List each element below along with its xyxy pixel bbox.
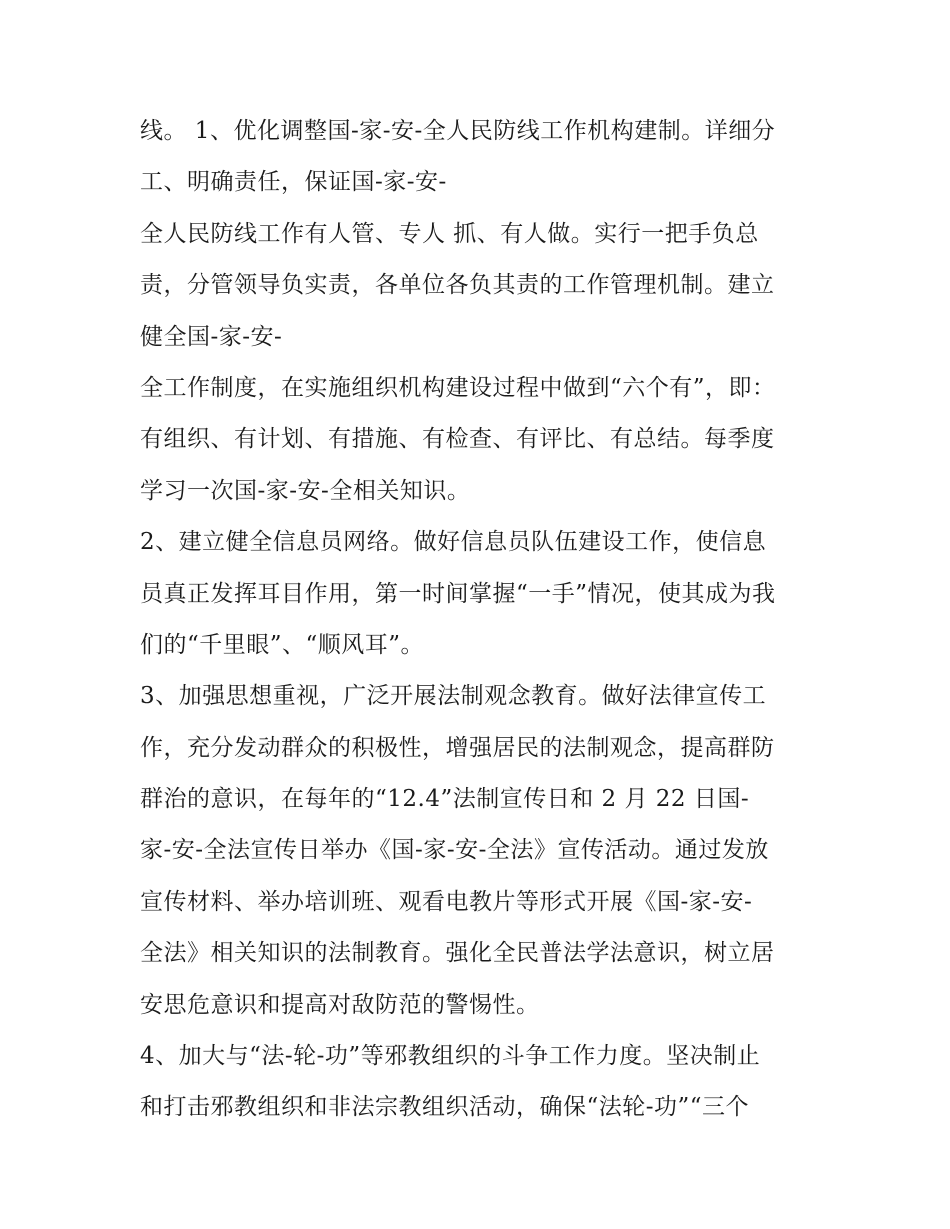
text-line: 群治的意识，在每年的“12.4”法制宣传日和 2 月 22 日国-: [140, 786, 750, 813]
text-line: 2、建立健全信息员网络。做好信息员队伍建设工作，使信息: [140, 529, 767, 556]
text-line: 全人民防线工作有人管、专人 抓、有人做。实行一把手负总: [140, 220, 759, 247]
text-line: 工、明确责任，保证国-家-安-: [140, 169, 447, 196]
text-line: 学习一次国-家-安-全相关知识。: [140, 477, 471, 504]
text-line: 健全国-家-安-: [140, 323, 283, 350]
text-line: 员真正发挥耳目作用，第一时间掌握“一手”情况，使其成为我: [140, 580, 776, 607]
text-line: 4、加大与“法-轮-功”等邪教组织的斗争工作力度。坚决制止: [140, 1043, 761, 1070]
text-line: 们的“千里眼”、“顺风耳”。: [140, 631, 425, 658]
text-line: 责，分管领导负实责，各单位各负其责的工作管理机制。建立: [140, 272, 775, 299]
text-line: 和打击邪教组织和非法宗教组织活动，确保“法轮-功”“三个: [140, 1094, 750, 1121]
text-line: 全法》相关知识的法制教育。强化全民普法学法意识，树立居: [140, 940, 775, 967]
text-line: 安思危意识和提高对敌防范的警惕性。: [140, 991, 540, 1018]
text-line: 有组织、有计划、有措施、有检查、有评比、有总结。每季度: [140, 426, 775, 453]
text-line: 作，充分发动群众的积极性，增强居民的法制观念，提高群防: [140, 734, 775, 761]
text-line: 3、加强思想重视，广泛开展法制观念教育。做好法律宣传工: [140, 683, 767, 710]
body-text: [140, 106, 840, 1134]
text-line: 全工作制度，在实施组织机构建设过程中做到“六个有”，即：: [140, 374, 776, 401]
text-line: 宣传材料、举办培训班、观看电教片等形式开展《国-家-安-: [140, 888, 753, 915]
text-line: 家-安-全法宣传日举办《国-家-安-全法》宣传活动。通过发放: [140, 837, 769, 864]
text-line: 线。 1、优化调整国-家-安-全人民防线工作机构建制。详细分: [140, 118, 776, 144]
